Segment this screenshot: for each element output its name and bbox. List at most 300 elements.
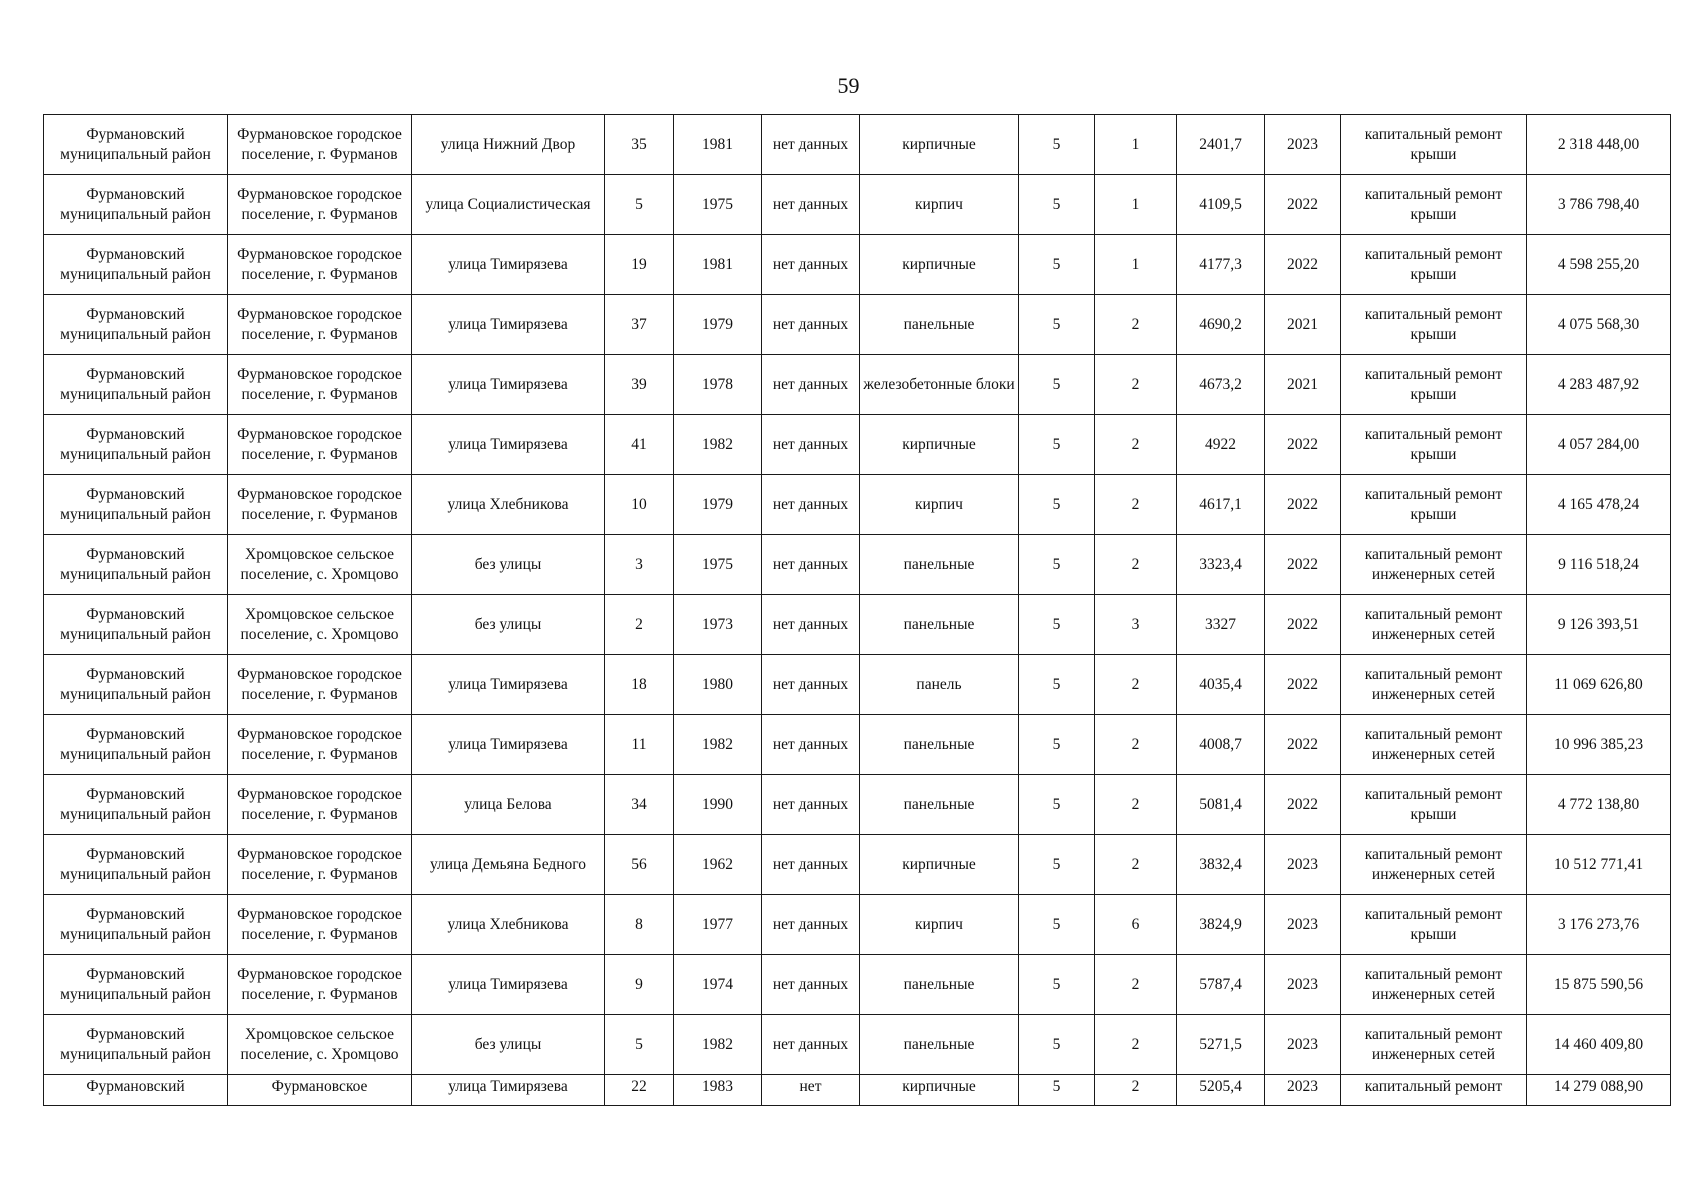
wall-material-text: панельные [903, 555, 975, 573]
year-built-text: 1982 [702, 435, 733, 453]
settlement-cell [228, 535, 412, 595]
year-built-text: 1981 [702, 135, 733, 153]
work-type-cell [1341, 655, 1527, 715]
street-cell [412, 955, 605, 1015]
table-row [44, 895, 1671, 955]
repair-year-cell [1265, 175, 1341, 235]
wall-material-text: кирпич [915, 915, 963, 933]
floors-cell [1019, 115, 1095, 175]
street-cell [412, 475, 605, 535]
cost-cell [1527, 1075, 1671, 1106]
work-type-text: капитальный ремонт крыши [1364, 126, 1503, 163]
settlement-text: Фурмановское [271, 1078, 368, 1095]
street-text: улица Тимирязева [448, 375, 568, 393]
area-text: 3327 [1205, 615, 1236, 633]
municipality-text: Фурмановский муниципальный район [60, 606, 211, 643]
repair-year-cell [1265, 595, 1341, 655]
area-cell [1177, 1075, 1265, 1106]
cost-text: 9 126 393,51 [1557, 615, 1640, 633]
area-text: 4008,7 [1199, 735, 1242, 753]
area-text: 4690,2 [1199, 315, 1242, 333]
year-built-cell [674, 535, 762, 595]
table-row [44, 535, 1671, 595]
house-number-cell [605, 475, 674, 535]
entrances-text: 2 [1131, 375, 1140, 393]
floors-cell [1019, 415, 1095, 475]
table-row [44, 175, 1671, 235]
house-number-text: 35 [631, 135, 647, 153]
house-number-cell [605, 955, 674, 1015]
cost-text: 4 165 478,24 [1557, 495, 1640, 513]
house-number-text: 10 [631, 495, 647, 513]
year-built-text: 1979 [702, 315, 733, 333]
house-number-text: 5 [635, 1035, 643, 1053]
settlement-text: Фурмановское городское поселение, г. Фурманов [237, 666, 402, 703]
municipality-text: Фурмановский муниципальный район [60, 966, 211, 1003]
area-cell [1177, 535, 1265, 595]
entrances-cell [1095, 955, 1177, 1015]
work-type-cell [1341, 295, 1527, 355]
municipality-cell [44, 415, 228, 475]
year-built-cell [674, 835, 762, 895]
work-type-cell [1341, 175, 1527, 235]
municipality-cell [44, 1075, 228, 1106]
house-number-text: 41 [631, 435, 647, 453]
entrances-cell [1095, 775, 1177, 835]
cost-cell [1527, 415, 1671, 475]
floors-text: 5 [1052, 135, 1061, 153]
street-cell [412, 835, 605, 895]
year-built-cell [674, 715, 762, 775]
floors-cell [1019, 895, 1095, 955]
repair-year-text: 2021 [1287, 375, 1318, 393]
area-text: 5081,4 [1199, 795, 1242, 813]
floors-text: 5 [1052, 735, 1061, 753]
street-text: улица Тимирязева [448, 255, 568, 273]
cost-cell [1527, 775, 1671, 835]
house-number-cell [605, 175, 674, 235]
entrances-text: 2 [1131, 675, 1140, 693]
area-cell [1177, 235, 1265, 295]
year-commissioned-text: нет данных [772, 315, 849, 333]
entrances-text: 1 [1131, 135, 1140, 153]
area-text: 5271,5 [1199, 1035, 1242, 1053]
house-number-text: 56 [631, 855, 647, 873]
year-commissioned-cell [762, 535, 860, 595]
settlement-cell [228, 835, 412, 895]
area-text: 5205,4 [1199, 1078, 1242, 1095]
area-cell [1177, 715, 1265, 775]
cost-text: 4 057 284,00 [1557, 435, 1640, 453]
wall-material-text: панельные [903, 615, 975, 633]
year-commissioned-text: нет [799, 1078, 822, 1095]
settlement-text: Хромцовское сельское поселение, с. Хромцово [240, 606, 399, 643]
house-number-cell [605, 115, 674, 175]
wall-material-cell [860, 115, 1019, 175]
floors-text: 5 [1052, 495, 1061, 513]
work-type-cell [1341, 475, 1527, 535]
cost-cell [1527, 175, 1671, 235]
settlement-cell [228, 775, 412, 835]
settlement-text: Фурмановское городское поселение, г. Фурманов [237, 966, 402, 1003]
year-built-text: 1974 [702, 975, 733, 993]
work-type-cell [1341, 895, 1527, 955]
cost-text: 15 875 590,56 [1553, 975, 1644, 993]
work-type-text: капитальный ремонт инженерных сетей [1364, 1026, 1503, 1063]
work-type-text: капитальный ремонт инженерных сетей [1364, 846, 1503, 883]
settlement-cell [228, 475, 412, 535]
street-text: улица Тимирязева [448, 735, 568, 753]
work-type-cell [1341, 355, 1527, 415]
settlement-cell [228, 295, 412, 355]
year-built-cell [674, 295, 762, 355]
settlement-text: Фурмановское городское поселение, г. Фурманов [237, 366, 402, 403]
repair-year-cell [1265, 715, 1341, 775]
area-cell [1177, 415, 1265, 475]
cost-text: 4 075 568,30 [1557, 315, 1640, 333]
floors-text: 5 [1052, 435, 1061, 453]
year-commissioned-text: нет данных [772, 255, 849, 273]
area-text: 4673,2 [1199, 375, 1242, 393]
wall-material-cell [860, 1075, 1019, 1106]
house-number-text: 39 [631, 375, 647, 393]
street-cell [412, 895, 605, 955]
settlement-text: Хромцовское сельское поселение, с. Хромцово [240, 546, 399, 583]
work-type-text: капитальный ремонт крыши [1364, 786, 1503, 823]
street-cell [412, 295, 605, 355]
house-number-cell [605, 415, 674, 475]
house-number-text: 8 [635, 915, 643, 933]
floors-cell [1019, 955, 1095, 1015]
year-built-text: 1962 [702, 855, 733, 873]
street-text: без улицы [474, 555, 542, 573]
work-type-text: капитальный ремонт инженерных сетей [1364, 666, 1503, 703]
floors-text: 5 [1052, 675, 1061, 693]
floors-text: 5 [1052, 375, 1061, 393]
work-type-text: капитальный ремонт крыши [1364, 246, 1503, 283]
repair-year-cell [1265, 895, 1341, 955]
municipality-text: Фурмановский муниципальный район [60, 186, 211, 223]
entrances-cell [1095, 415, 1177, 475]
municipality-text: Фурмановский [86, 1078, 185, 1095]
repair-year-cell [1265, 475, 1341, 535]
street-cell [412, 115, 605, 175]
year-built-text: 1978 [702, 375, 733, 393]
repair-year-cell [1265, 115, 1341, 175]
area-text: 4109,5 [1199, 195, 1242, 213]
year-commissioned-text: нет данных [772, 975, 849, 993]
table-row [44, 355, 1671, 415]
work-type-cell [1341, 115, 1527, 175]
street-text: улица Хлебникова [447, 915, 569, 933]
repair-year-cell [1265, 235, 1341, 295]
settlement-cell [228, 115, 412, 175]
work-type-text: капитальный ремонт крыши [1364, 366, 1503, 403]
repair-year-cell [1265, 1075, 1341, 1106]
year-commissioned-text: нет данных [772, 735, 849, 753]
municipality-cell [44, 175, 228, 235]
repair-year-cell [1265, 355, 1341, 415]
area-cell [1177, 595, 1265, 655]
year-built-text: 1979 [702, 495, 733, 513]
table-row [44, 775, 1671, 835]
year-commissioned-cell [762, 295, 860, 355]
street-text: без улицы [474, 615, 542, 633]
house-number-cell [605, 295, 674, 355]
entrances-cell [1095, 235, 1177, 295]
street-cell [412, 1015, 605, 1075]
entrances-cell [1095, 715, 1177, 775]
floors-cell [1019, 1075, 1095, 1106]
floors-text: 5 [1052, 255, 1061, 273]
municipality-text: Фурмановский муниципальный район [60, 1026, 211, 1063]
house-number-cell [605, 1015, 674, 1075]
year-built-cell [674, 175, 762, 235]
entrances-cell [1095, 835, 1177, 895]
house-number-text: 9 [635, 975, 643, 993]
year-commissioned-text: нет данных [772, 915, 849, 933]
settlement-cell [228, 955, 412, 1015]
year-built-cell [674, 415, 762, 475]
wall-material-cell [860, 1015, 1019, 1075]
settlement-cell [228, 175, 412, 235]
wall-material-text: кирпич [915, 495, 963, 513]
year-commissioned-cell [762, 355, 860, 415]
year-commissioned-cell [762, 1075, 860, 1106]
wall-material-text: панельные [903, 735, 975, 753]
floors-text: 5 [1052, 195, 1061, 213]
floors-cell [1019, 175, 1095, 235]
area-cell [1177, 115, 1265, 175]
house-number-cell [605, 595, 674, 655]
floors-text: 5 [1052, 555, 1061, 573]
year-commissioned-cell [762, 895, 860, 955]
repair-year-text: 2022 [1287, 615, 1318, 633]
settlement-cell [228, 595, 412, 655]
entrances-cell [1095, 655, 1177, 715]
cost-cell [1527, 115, 1671, 175]
year-commissioned-text: нет данных [772, 495, 849, 513]
cost-cell [1527, 475, 1671, 535]
year-commissioned-cell [762, 415, 860, 475]
year-commissioned-cell [762, 475, 860, 535]
floors-text: 5 [1052, 795, 1061, 813]
repair-year-text: 2022 [1287, 255, 1318, 273]
table-row [44, 115, 1671, 175]
cost-cell [1527, 535, 1671, 595]
municipality-cell [44, 835, 228, 895]
year-built-text: 1982 [702, 735, 733, 753]
table-row [44, 295, 1671, 355]
municipality-cell [44, 595, 228, 655]
entrances-text: 1 [1131, 255, 1140, 273]
floors-cell [1019, 715, 1095, 775]
settlement-cell [228, 1015, 412, 1075]
entrances-text: 6 [1131, 915, 1140, 933]
municipality-text: Фурмановский муниципальный район [60, 666, 211, 703]
cost-text: 3 786 798,40 [1557, 195, 1640, 213]
house-number-cell [605, 355, 674, 415]
settlement-cell [228, 415, 412, 475]
municipality-text: Фурмановский муниципальный район [60, 426, 211, 463]
area-cell [1177, 1015, 1265, 1075]
street-cell [412, 355, 605, 415]
area-text: 5787,4 [1199, 975, 1242, 993]
repair-year-cell [1265, 655, 1341, 715]
area-cell [1177, 295, 1265, 355]
settlement-text: Фурмановское городское поселение, г. Фурманов [237, 486, 402, 523]
year-built-cell [674, 595, 762, 655]
entrances-text: 2 [1131, 795, 1140, 813]
year-built-text: 1990 [702, 795, 733, 813]
municipality-text: Фурмановский муниципальный район [60, 846, 211, 883]
year-commissioned-cell [762, 655, 860, 715]
entrances-text: 1 [1131, 195, 1140, 213]
wall-material-text: панель [916, 675, 962, 693]
repair-year-cell [1265, 955, 1341, 1015]
cost-cell [1527, 595, 1671, 655]
municipality-text: Фурмановский муниципальный район [60, 906, 211, 943]
street-cell [412, 715, 605, 775]
street-cell [412, 235, 605, 295]
work-type-cell [1341, 1075, 1527, 1106]
entrances-text: 2 [1131, 975, 1140, 993]
work-type-cell [1341, 535, 1527, 595]
street-text: улица Тимирязева [448, 1078, 568, 1095]
floors-cell [1019, 595, 1095, 655]
repair-year-text: 2023 [1287, 1035, 1318, 1053]
entrances-cell [1095, 115, 1177, 175]
cost-cell [1527, 715, 1671, 775]
entrances-cell [1095, 895, 1177, 955]
area-text: 4035,4 [1199, 675, 1242, 693]
year-commissioned-cell [762, 1015, 860, 1075]
wall-material-text: панельные [903, 315, 975, 333]
house-number-cell [605, 715, 674, 775]
cost-text: 10 996 385,23 [1553, 735, 1644, 753]
repair-year-text: 2022 [1287, 795, 1318, 813]
area-text: 4177,3 [1199, 255, 1242, 273]
settlement-cell [228, 715, 412, 775]
year-commissioned-text: нет данных [772, 195, 849, 213]
table-row [44, 595, 1671, 655]
street-text: улица Тимирязева [448, 435, 568, 453]
street-text: улица Социалистическая [425, 195, 591, 213]
cost-cell [1527, 655, 1671, 715]
area-cell [1177, 655, 1265, 715]
work-type-cell [1341, 715, 1527, 775]
repair-year-text: 2023 [1287, 975, 1318, 993]
repair-year-text: 2023 [1287, 855, 1318, 873]
municipality-text: Фурмановский муниципальный район [60, 726, 211, 763]
street-cell [412, 775, 605, 835]
floors-text: 5 [1052, 855, 1061, 873]
area-text: 2401,7 [1199, 135, 1242, 153]
floors-cell [1019, 835, 1095, 895]
area-cell [1177, 835, 1265, 895]
year-commissioned-cell [762, 835, 860, 895]
settlement-text: Фурмановское городское поселение, г. Фурманов [237, 246, 402, 283]
settlement-text: Фурмановское городское поселение, г. Фурманов [237, 846, 402, 883]
floors-cell [1019, 475, 1095, 535]
floors-text: 5 [1052, 1078, 1061, 1095]
year-built-cell [674, 1015, 762, 1075]
work-type-cell [1341, 235, 1527, 295]
wall-material-cell [860, 835, 1019, 895]
area-cell [1177, 175, 1265, 235]
municipality-text: Фурмановский муниципальный район [60, 126, 211, 163]
registry-table [43, 114, 1671, 1106]
municipality-text: Фурмановский муниципальный район [60, 486, 211, 523]
year-commissioned-cell [762, 115, 860, 175]
street-text: улица Белова [464, 795, 552, 813]
year-built-text: 1981 [702, 255, 733, 273]
settlement-text: Фурмановское городское поселение, г. Фурманов [237, 126, 402, 163]
area-cell [1177, 355, 1265, 415]
municipality-cell [44, 475, 228, 535]
work-type-cell [1341, 775, 1527, 835]
work-type-text: капитальный ремонт крыши [1364, 186, 1503, 223]
wall-material-text: кирпичные [902, 255, 976, 273]
table-row [44, 955, 1671, 1015]
wall-material-text: кирпичные [902, 435, 976, 453]
floors-cell [1019, 655, 1095, 715]
house-number-text: 22 [631, 1078, 647, 1095]
wall-material-cell [860, 655, 1019, 715]
table-row [44, 475, 1671, 535]
year-commissioned-text: нет данных [772, 1035, 849, 1053]
house-number-cell [605, 775, 674, 835]
entrances-text: 2 [1131, 555, 1140, 573]
floors-text: 5 [1052, 915, 1061, 933]
table-row [44, 415, 1671, 475]
area-text: 4922 [1205, 435, 1236, 453]
work-type-cell [1341, 595, 1527, 655]
year-commissioned-cell [762, 235, 860, 295]
house-number-cell [605, 535, 674, 595]
municipality-cell [44, 715, 228, 775]
cost-text: 10 512 771,41 [1553, 855, 1644, 873]
repair-year-text: 2022 [1287, 195, 1318, 213]
work-type-cell [1341, 415, 1527, 475]
entrances-cell [1095, 1015, 1177, 1075]
repair-year-text: 2023 [1287, 915, 1318, 933]
street-text: улица Тимирязева [448, 315, 568, 333]
repair-year-cell [1265, 415, 1341, 475]
street-text: улица Тимирязева [448, 975, 568, 993]
work-type-text: капитальный ремонт инженерных сетей [1364, 966, 1503, 1003]
settlement-text: Фурмановское городское поселение, г. Фурманов [237, 306, 402, 343]
work-type-text: капитальный ремонт крыши [1364, 306, 1503, 343]
work-type-cell [1341, 955, 1527, 1015]
year-built-cell [674, 775, 762, 835]
wall-material-cell [860, 295, 1019, 355]
street-cell [412, 175, 605, 235]
cost-text: 3 176 273,76 [1557, 915, 1640, 933]
cost-cell [1527, 1015, 1671, 1075]
house-number-text: 11 [631, 735, 647, 753]
year-built-cell [674, 895, 762, 955]
table-row [44, 1015, 1671, 1075]
floors-text: 5 [1052, 315, 1061, 333]
year-commissioned-text: нет данных [772, 555, 849, 573]
wall-material-text: железобетонные блоки [863, 375, 1015, 393]
table-row [44, 655, 1671, 715]
house-number-cell [605, 1075, 674, 1106]
floors-cell [1019, 235, 1095, 295]
work-type-text: капитальный ремонт крыши [1364, 426, 1503, 463]
year-built-cell [674, 235, 762, 295]
